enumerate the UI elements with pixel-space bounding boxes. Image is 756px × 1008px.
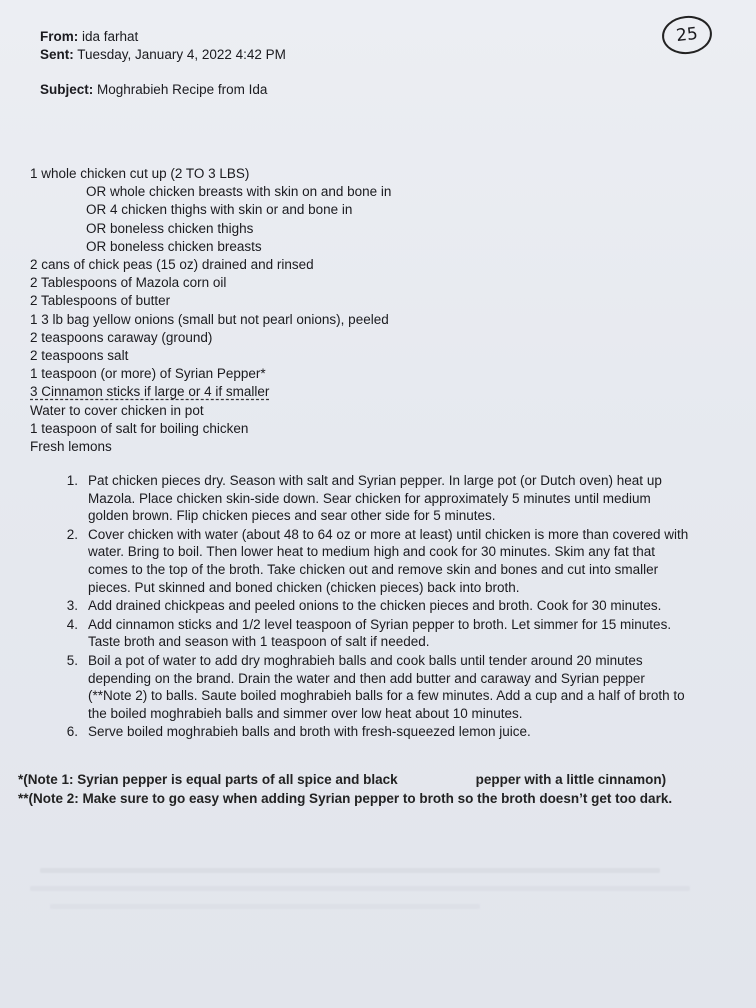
subject-label: Subject: (40, 82, 94, 97)
ingredient-item: OR whole chicken breasts with skin on and bone in (86, 184, 392, 200)
sent-line (40, 46, 286, 64)
step-text: Cover chicken with water (about 48 to 64 oz or more at least) until chicken is more than covered with water. Bring to boil. Then lower heat to medium high and cook for 30 minutes. Skim any fat that comes to the top of the broth. Take chicken out and remove skin and bones and cut into smaller pieces. Put skinned and boned chicken (chicken pieces) back into broth. (88, 526, 689, 595)
notes (18, 770, 672, 808)
from-value: ida farhat (82, 29, 139, 44)
instruction-step (30, 526, 690, 596)
ingredient-item: 2 teaspoons caraway (ground) (30, 329, 213, 345)
ingredient-item: 1 teaspoon (or more) of Syrian Pepper* (30, 366, 266, 382)
ingredient-item: OR boneless chicken thighs (86, 220, 254, 236)
ingredient-item: OR 4 chicken thighs with skin or and bone in (86, 202, 353, 218)
instruction-step (30, 472, 690, 525)
step-number: 6. (66, 724, 78, 740)
step-number: 3. (66, 598, 78, 614)
ingredient-item: Water to cover chicken in pot (30, 402, 204, 418)
from-label: From: (40, 29, 79, 44)
note-1-part-b: pepper with a little cinnamon) (475, 772, 667, 787)
bleed-through-texture (30, 862, 720, 937)
instructions-list (30, 472, 690, 742)
ingredients-list (30, 165, 391, 456)
step-text: Boil a pot of water to add dry moghrabieh balls and cook balls until tender around 20 minutes depending on the brand. Drain the water and then add butter and caraway and Syrian pepper (**Note 2) to balls. Saute boiled moghrabieh balls for a few minutes. Add a cup and a half of broth to the boiled moghrabieh balls and simmer over low heat about 10 minutes. (88, 652, 685, 721)
ingredient-item: 3 Cinnamon sticks if large or 4 if smaller (30, 384, 270, 400)
ingredient-item: Fresh lemons (30, 439, 112, 455)
sent-value: Tuesday, January 4, 2022 4:42 PM (77, 47, 286, 62)
instruction-step (30, 616, 690, 651)
ingredient-item: 2 Tablespoons of butter (30, 293, 171, 309)
sent-label: Sent: (40, 47, 74, 62)
handwritten-page-number: 25 (660, 13, 714, 56)
ingredient-item: 2 teaspoons salt (30, 348, 129, 364)
step-number: 5. (66, 652, 78, 668)
note-1-part-a: *(Note 1: Syrian pepper is equal parts of all spice and black (18, 772, 398, 787)
subject-line (40, 82, 267, 97)
note-1 (18, 770, 672, 789)
step-text: Add drained chickpeas and peeled onions to the chicken pieces and broth. Cook for 30 minutes. (88, 598, 662, 614)
step-text: Serve boiled moghrabieh balls and broth with fresh-squeezed lemon juice. (88, 724, 531, 740)
step-number: 4. (66, 616, 78, 632)
from-line (40, 28, 286, 46)
step-number: 2. (66, 526, 78, 542)
step-text: Add cinnamon sticks and 1/2 level teaspoon of Syrian pepper to broth. Let simmer for 15 minutes. Taste broth and season with 1 teaspoon of salt if needed. (88, 616, 672, 650)
instruction-step (30, 652, 690, 722)
ingredient-item: OR boneless chicken breasts (86, 238, 262, 254)
instruction-step (30, 597, 690, 615)
ingredient-item: 2 cans of chick peas (15 oz) drained and rinsed (30, 257, 314, 273)
faded-backside-lines (30, 862, 720, 932)
step-number: 1. (66, 473, 78, 488)
ingredient-item: 2 Tablespoons of Mazola corn oil (30, 275, 227, 291)
ingredient-item: 1 teaspoon of salt for boiling chicken (30, 420, 249, 436)
ingredient-item: 1 whole chicken cut up (2 TO 3 LBS) (30, 166, 250, 181)
step-text: Pat chicken pieces dry. Season with salt and Syrian pepper. In large pot (or Dutch oven) heat up Mazola. Place chicken skin-side down. Sear chicken for approximately 5 minutes until medium golden brown. Flip chicken pieces and sear other side for 5 minutes. (88, 473, 662, 524)
email-header (40, 28, 286, 64)
ingredient-item: 1 3 lb bag yellow onions (small but not pearl onions), peeled (30, 311, 389, 327)
note-2: **(Note 2: Make sure to go easy when adding Syrian pepper to broth so the broth doesn’t get too dark. (18, 791, 673, 806)
subject-value: Moghrabieh Recipe from Ida (97, 82, 268, 97)
instruction-step (30, 723, 690, 741)
